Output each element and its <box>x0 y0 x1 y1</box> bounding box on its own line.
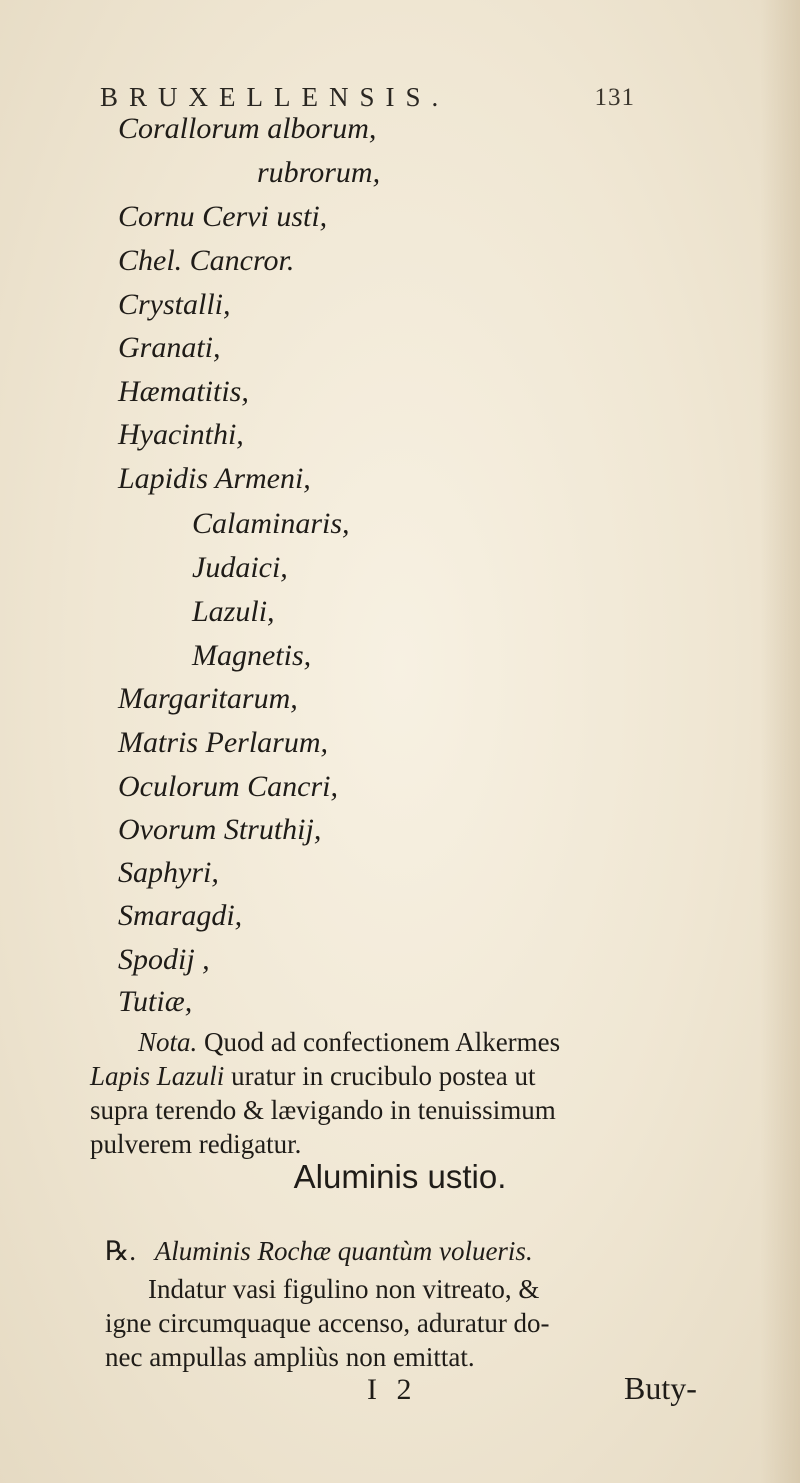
list-item: Oculorum Cancri, <box>118 770 338 803</box>
list-item: Granati, <box>118 331 221 364</box>
list-item: Lazuli, <box>192 595 275 628</box>
list-item: Magnetis, <box>192 639 312 672</box>
list-item: Lapidis Armeni, <box>118 462 311 495</box>
list-item: Hæmatitis, <box>118 375 249 408</box>
list-item: Hyacinthi, <box>118 418 244 451</box>
running-head: BRUXELLENSIS. <box>100 82 450 112</box>
list-item: Calaminaris, <box>192 507 350 540</box>
instructions-paragraph <box>105 1272 725 1374</box>
page-number: 131 <box>594 84 635 111</box>
list-item: Judaici, <box>192 551 288 584</box>
nota-line: pulverem redigatur. <box>90 1129 302 1159</box>
nota-paragraph <box>90 1025 690 1161</box>
signature-mark: I 2 <box>367 1373 418 1406</box>
list-item: Cornu Cervi usti, <box>118 200 328 233</box>
list-item: Ovorum Struthij, <box>118 813 322 846</box>
instruction-line: Indatur vasi figulino non vitreato, & <box>148 1274 540 1304</box>
list-item: Spodij , <box>118 943 210 976</box>
section-title: Aluminis ustio. <box>293 1158 507 1195</box>
list-item: Crystalli, <box>118 288 231 321</box>
list-item: Saphyri, <box>118 856 219 889</box>
recipe-line <box>105 1236 533 1267</box>
list-item: Chel. Cancror. <box>118 244 295 277</box>
page-edge-shadow <box>760 0 800 1483</box>
nota-line <box>90 1059 690 1093</box>
list-item: Matris Perlarum, <box>118 726 328 759</box>
instruction-line: igne circumquaque accenso, aduratur do- <box>105 1308 550 1338</box>
recipe-symbol-icon: ℞. <box>105 1236 136 1266</box>
nota-ital-text: Lapis Lazuli <box>90 1061 225 1091</box>
nota-line: supra terendo & lævigando in tenuissimum <box>90 1095 556 1125</box>
list-item: Margaritarum, <box>118 682 298 715</box>
recipe-text: Aluminis Rochæ quantùm volueris. <box>154 1236 533 1266</box>
nota-label: Nota. <box>138 1027 198 1057</box>
list-item: Tutiæ, <box>118 985 193 1018</box>
nota-line <box>90 1025 690 1059</box>
list-item: Smaragdi, <box>118 899 243 932</box>
list-item: Corallorum alborum, <box>118 112 377 145</box>
list-item: rubrorum, <box>257 156 381 189</box>
nota-text: uratur in crucibulo postea ut <box>231 1061 536 1091</box>
instruction-line: nec ampullas ampliùs non emittat. <box>105 1342 475 1372</box>
nota-text: Quod ad confectionem Alkermes <box>204 1027 561 1057</box>
catchword: Buty- <box>624 1370 697 1406</box>
